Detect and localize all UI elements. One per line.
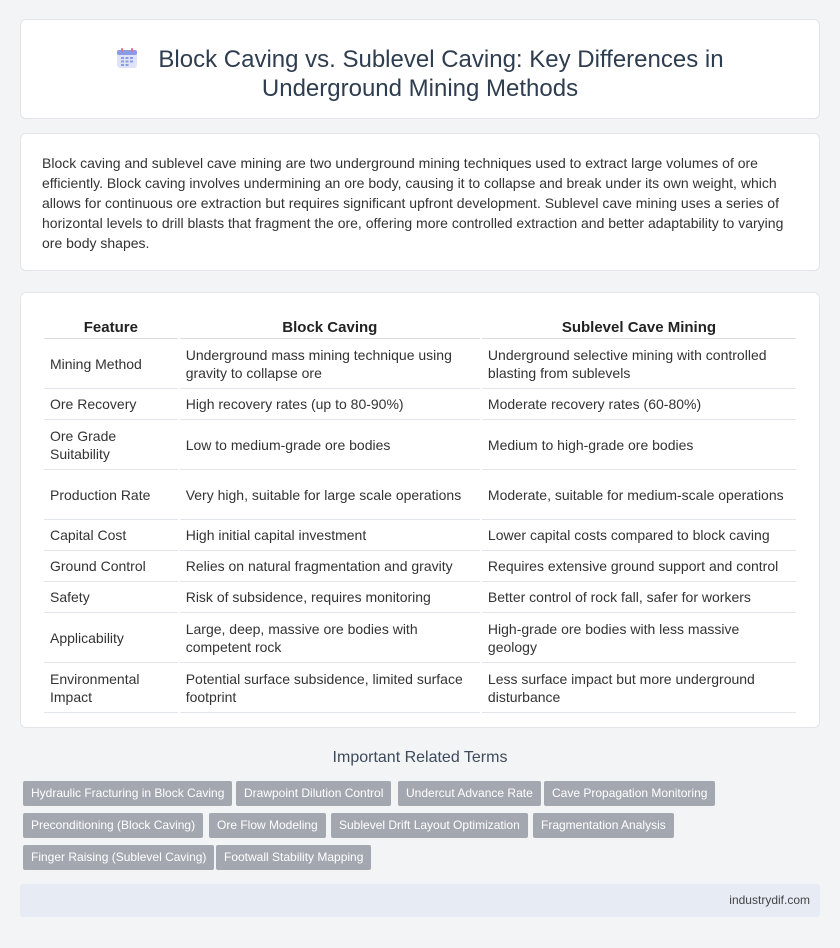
related-terms-title: Important Related Terms xyxy=(332,749,508,766)
feature-cell: Ground Control xyxy=(44,551,178,582)
related-term-tag[interactable]: Finger Raising (Sublevel Caving) xyxy=(23,845,214,870)
block-caving-cell: Low to medium-grade ore bodies xyxy=(180,420,480,470)
block-caving-cell: High initial capital investment xyxy=(180,520,480,551)
header-feature: Feature xyxy=(44,313,178,339)
intro-paragraph: Block caving and sublevel cave mining are two underground mining techniques used to extract large volumes of ore efficiently. Block caving involves undermining an ore body, causing it to collapse and break under its own weight, which allows for continuous ore extraction but requires significant upfront development. Sublevel cave mining uses a series of horizontal levels to drill blasts that fragment the ore, offering more controlled extraction and better adaptability to varying ore body shapes. xyxy=(42,155,784,251)
block-caving-cell: High recovery rates (up to 80-90%) xyxy=(180,389,480,420)
sublevel-cell: High-grade ore bodies with less massive geology xyxy=(482,613,796,663)
related-term-tag[interactable]: Sublevel Drift Layout Optimization xyxy=(331,813,528,838)
block-caving-cell: Relies on natural fragmentation and gravity xyxy=(180,551,480,582)
page-title: Block Caving vs. Sublevel Caving: Key Differences in Underground Mining Methods xyxy=(158,46,724,102)
table-row xyxy=(44,470,796,520)
sublevel-cell: Better control of rock fall, safer for workers xyxy=(482,582,796,613)
sublevel-cell: Requires extensive ground support and control xyxy=(482,551,796,582)
block-caving-cell: Large, deep, massive ore bodies with competent rock xyxy=(180,613,480,663)
feature-cell: Ore Grade Suitability xyxy=(44,420,178,470)
table-row xyxy=(44,420,796,470)
comparison-card xyxy=(20,292,820,728)
sublevel-cell: Underground selective mining with controlled blasting from sublevels xyxy=(482,339,796,389)
feature-cell: Capital Cost xyxy=(44,520,178,551)
feature-cell: Production Rate xyxy=(44,470,178,520)
table-row xyxy=(44,551,796,582)
related-term-tag[interactable]: Cave Propagation Monitoring xyxy=(544,781,715,806)
sublevel-cell: Medium to high-grade ore bodies xyxy=(482,420,796,470)
sublevel-cell: Moderate recovery rates (60-80%) xyxy=(482,389,796,420)
table-row xyxy=(44,613,796,663)
intro-card xyxy=(20,133,820,271)
feature-cell: Environmental Impact xyxy=(44,663,178,713)
calendar-icon xyxy=(116,47,138,69)
comparison-table xyxy=(42,313,798,713)
related-term-tag[interactable]: Drawpoint Dilution Control xyxy=(236,781,391,806)
related-term-tag[interactable]: Ore Flow Modeling xyxy=(209,813,326,838)
block-caving-cell: Very high, suitable for large scale operations xyxy=(180,470,480,520)
block-caving-cell: Potential surface subsidence, limited surface footprint xyxy=(180,663,480,713)
table-row xyxy=(44,663,796,713)
related-term-tag[interactable]: Undercut Advance Rate xyxy=(398,781,541,806)
table-row xyxy=(44,582,796,613)
block-caving-cell: Underground mass mining technique using gravity to collapse ore xyxy=(180,339,480,389)
feature-cell: Applicability xyxy=(44,613,178,663)
table-row xyxy=(44,339,796,389)
related-term-tag[interactable]: Footwall Stability Mapping xyxy=(216,845,371,870)
table-row xyxy=(44,520,796,551)
header-sublevel-cave-mining: Sublevel Cave Mining xyxy=(482,313,796,339)
footer xyxy=(20,884,820,917)
sublevel-cell: Moderate, suitable for medium-scale operations xyxy=(482,470,796,520)
related-term-tag[interactable]: Preconditioning (Block Caving) xyxy=(23,813,203,838)
feature-cell: Ore Recovery xyxy=(44,389,178,420)
related-term-tag[interactable]: Hydraulic Fracturing in Block Caving xyxy=(23,781,232,806)
block-caving-cell: Risk of subsidence, requires monitoring xyxy=(180,582,480,613)
table-header-row xyxy=(44,313,796,339)
sublevel-cell: Less surface impact but more underground disturbance xyxy=(482,663,796,713)
site-name[interactable]: industrydif.com xyxy=(729,893,810,907)
sublevel-cell: Lower capital costs compared to block caving xyxy=(482,520,796,551)
table-row xyxy=(44,389,796,420)
header-block-caving: Block Caving xyxy=(180,313,480,339)
title-wrap xyxy=(51,45,789,103)
feature-cell: Safety xyxy=(44,582,178,613)
related-term-tag[interactable]: Fragmentation Analysis xyxy=(533,813,674,838)
header-card xyxy=(20,19,820,119)
feature-cell: Mining Method xyxy=(44,339,178,389)
